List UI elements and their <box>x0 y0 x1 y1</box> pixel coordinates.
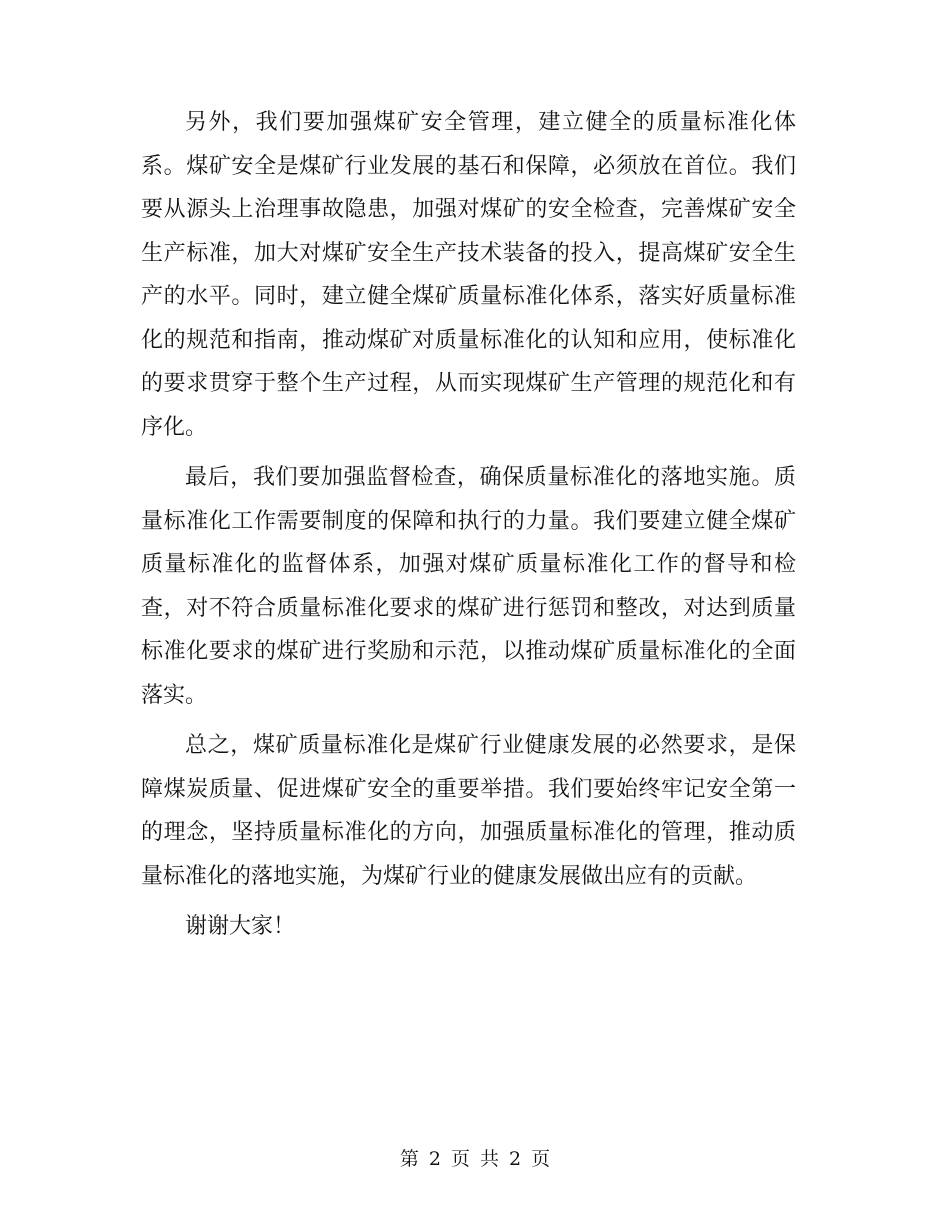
paragraph-safety-management: 另外，我们要加强煤矿安全管理，建立健全的质量标准化体系。煤矿安全是煤矿行业发展的基石和保障，必须放在首位。我们要从源头上治理事故隐患，加强对煤矿的安全检查，完善煤矿安全生产标准，加大对煤矿安全生产技术装备的投入，提高煤矿安全生产的水平。同时，建立健全煤矿质量标准化体系，落实好质量标准化的规范和指南，推动煤矿对质量标准化的认知和应用，使标准化的要求贯穿于整个生产过程，从而实现煤矿生产管理的规范化和有序化。 <box>141 110 796 440</box>
paragraph-supervision: 最后，我们要加强监督检查，确保质量标准化的落地实施。质量标准化工作需要制度的保障和执行的力量。我们要建立健全煤矿质量标准化的监督体系，加强对煤矿质量标准化工作的督导和检查，对不符合质量标准化要求的煤矿进行惩罚和整改，对达到质量标准化要求的煤矿进行奖励和示范，以推动煤矿质量标准化的全面落实。 <box>141 465 796 708</box>
paragraph-conclusion: 总之，煤矿质量标准化是煤矿行业健康发展的必然要求，是保障煤炭质量、促进煤矿安全的重要举措。我们要始终牢记安全第一的理念，坚持质量标准化的方向，加强质量标准化的管理，推动质量标准化的落地实施，为煤矿行业的健康发展做出应有的贡献。 <box>141 733 796 889</box>
page-footer: 第 2 页 共 2 页 <box>399 1148 551 1170</box>
document-body <box>141 101 796 956</box>
paragraph-thanks: 谢谢大家！ <box>185 914 296 939</box>
